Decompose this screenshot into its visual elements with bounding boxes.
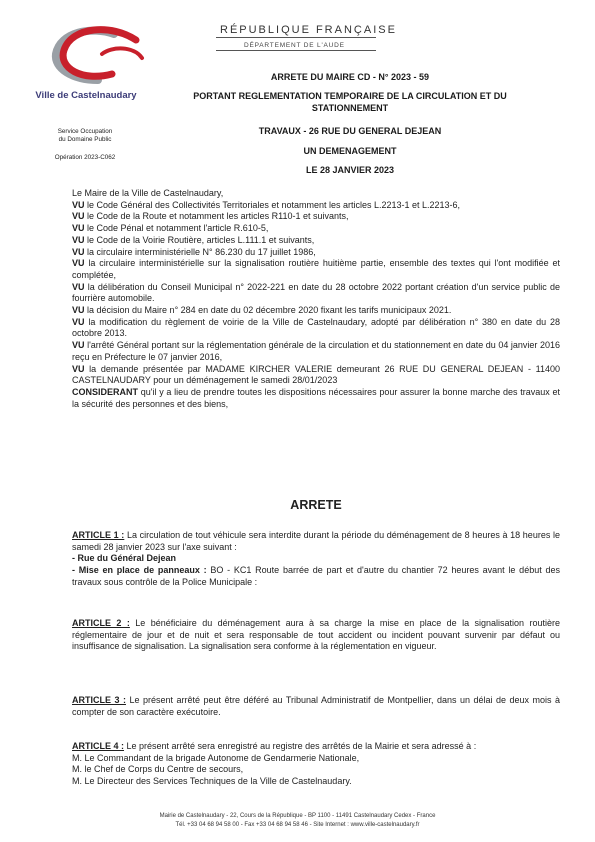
footer-contact: Tél. +33 04 68 94 58 00 - Fax +33 04 68 94 58 46 - Site Internet : www.ville-castelnaudary.fr: [175, 822, 420, 828]
vu-item: [72, 247, 560, 259]
article-1-label: ARTICLE 1 :: [72, 530, 125, 540]
article-3-text: Le présent arrêté peut être déféré au Tribunal Administratif de Montpellier, dans un délai de deux mois à compter de son caractère exécutoire.: [72, 695, 560, 717]
article-1: [72, 530, 560, 589]
vu-item: [72, 340, 560, 363]
vu-item-text: la demande présentée par MADAME KIRCHER VALERIE demeurant 26 RUE DU GENERAL DEJEAN - 11400 CASTELNAUDARY pour un déménagement le samedi 28/01/2023: [72, 363, 560, 386]
vu-item-text: l'arrêté Général portant sur la réglementation générale de la circulation et du stationnement en date du 04 janvier 2016 reçu en Préfecture le 07 janvier 2016,: [72, 340, 560, 362]
vu-item-lead: VU: [72, 211, 85, 222]
vu-item-text: le Code Général des Collectivités Territoriales et notamment les articles L.2213-1 et L.2213-6,: [84, 199, 461, 210]
vu-item: [72, 200, 560, 212]
footer-address: Mairie de Castelnaudary - 22, Cours de la République - BP 1100 - 11491 Castelnaudary Cedex - France: [159, 813, 436, 819]
arrete-heading: ARRETE: [290, 498, 342, 512]
vu-item-lead: VU: [72, 281, 85, 292]
vu-item: [72, 305, 560, 317]
header-divider: [216, 37, 376, 38]
article-1-item-2-label: - Mise en place de panneaux :: [72, 565, 207, 576]
vu-item-lead: CONSIDERANT: [72, 386, 139, 397]
article-4-label: ARTICLE 4 :: [72, 741, 125, 751]
vu-item-lead: VU: [72, 246, 85, 257]
vu-item-text: le Code Pénal et notamment l'article R.610-5,: [84, 223, 269, 234]
recipient-1: M. Le Commandant de la brigade Autonome de Gendarmerie Nationale,: [72, 752, 360, 763]
service-line-1: Service Occupation: [57, 128, 113, 135]
vu-item-lead: VU: [72, 305, 85, 316]
vu-item-text: la décision du Maire n° 284 en date du 02 décembre 2020 fixant les tarifs municipaux 2021.: [84, 305, 452, 316]
article-4-text: Le présent arrêté sera enregistré au registre des arrêtés de la Mairie et sera adressé à :: [124, 741, 477, 751]
service-line-2: du Domaine Public: [58, 136, 112, 143]
vu-item-lead: VU: [72, 223, 85, 234]
vu-item: [72, 387, 560, 410]
vu-item-text: qu'il y a lieu de prendre toutes les dispositions nécessaires pour assurer la bonne marche des travaux et la sécurité des personnes et des biens,: [72, 386, 560, 409]
vu-item-lead: VU: [72, 258, 85, 269]
title-line-3: STATIONNEMENT: [311, 103, 389, 113]
title-date: LE 28 JANVIER 2023: [305, 165, 395, 175]
vu-item-lead: VU: [72, 234, 85, 245]
vu-item: [72, 364, 560, 387]
title-line-5: UN DEMENAGEMENT: [303, 146, 397, 156]
footer: [30, 812, 565, 830]
vu-item-text: la circulaire interministérielle N° 86.230 du 17 juillet 1986,: [84, 246, 316, 257]
vu-list: [72, 200, 560, 411]
vu-item: [72, 317, 560, 340]
vu-item-lead: VU: [72, 316, 85, 327]
vu-item: [72, 235, 560, 247]
vu-item: [72, 223, 560, 235]
vu-item-lead: VU: [72, 199, 85, 210]
vu-item: [72, 282, 560, 305]
operation-number: Opération 2023-C062: [54, 154, 116, 161]
arrete-number: ARRETE DU MAIRE CD - N° 2023 - 59: [270, 72, 430, 82]
city-name: Ville de Castelnaudary: [35, 90, 137, 101]
article-2: [72, 618, 560, 653]
departement-label: DÉPARTEMENT DE L'AUDE: [244, 42, 345, 49]
vu-item-text: la modification du règlement de voirie de la Ville de Castelnaudary, adopté par délibération n° 380 en date du 28 octobre 2013.: [72, 316, 560, 339]
vu-item-text: la délibération du Conseil Municipal n° 2022-221 en date du 28 octobre 2022 portant création d'un service public de fourrière automobile.: [72, 281, 560, 304]
republique-label: RÉPUBLIQUE FRANÇAISE: [220, 24, 397, 36]
city-logo-icon: [42, 24, 154, 90]
header-divider-bottom: [216, 50, 376, 51]
intro-text: Le Maire de la Ville de Castelnaudary,: [72, 188, 224, 198]
vu-item-text: le Code de la Voirie Routière, articles L.111.1 et suivants,: [84, 234, 315, 245]
article-4: [72, 741, 560, 788]
vu-item: [72, 258, 560, 281]
article-1-item-2-text: BO - KC1 Route barrée de part et d'autre du chantier 72 heures avant le début des travaux sous contrôle de la Police Municipale :: [72, 565, 560, 587]
vu-item-text: la circulaire interministérielle sur la signalisation routière huitième partie, ensemble des textes qui l'ont modifiée et complétée,: [72, 258, 560, 280]
recipient-3: M. Le Directeur des Services Techniques de la Ville de Castelnaudary.: [72, 776, 352, 787]
article-1-item-1: - Rue du Général Dejean: [72, 553, 177, 564]
vu-item-lead: VU: [72, 363, 85, 374]
article-1-text: La circulation de tout véhicule sera interdite durant la période du déménagement de 8 heures à 18 heures le samedi 28 janvier 2023 sur l'axe suivant :: [72, 530, 560, 552]
title-line-4: TRAVAUX - 26 RUE DU GENERAL DEJEAN: [258, 126, 442, 136]
article-2-text: Le bénéficiaire du déménagement aura à sa charge la mise en place de la signalisation routière réglementaire de jour et de nuit et sera responsable de tout accident ou incident pouvant survenir par défaut ou insuffisance de signalisation. La signalisation sera conforme à la réglementation en vigueur.: [72, 618, 560, 652]
recipient-2: M. le Chef de Corps du Centre de secours,: [72, 764, 244, 775]
considerations-block: [72, 188, 560, 410]
article-3-label: ARTICLE 3 :: [72, 695, 126, 705]
article-2-label: ARTICLE 2 :: [72, 618, 130, 628]
vu-item-text: le Code de la Route et notamment les articles R110-1 et suivants,: [84, 211, 349, 222]
title-line-2: PORTANT REGLEMENTATION TEMPORAIRE DE LA CIRCULATION ET DU: [193, 91, 507, 101]
article-3: [72, 695, 560, 718]
vu-item-lead: VU: [72, 340, 85, 351]
vu-item: [72, 211, 560, 223]
